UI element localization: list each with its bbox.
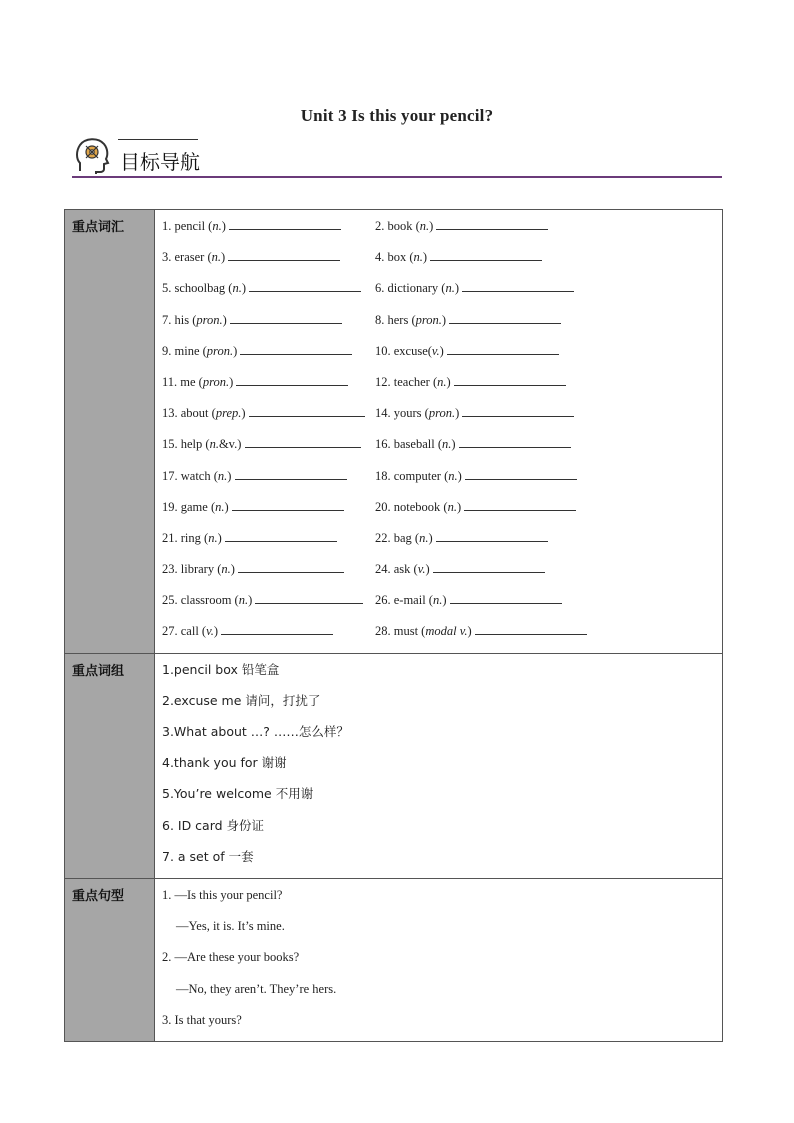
answer-blank [475,621,587,635]
phrases-row [65,653,723,878]
sentences-label: 重点句型 [65,878,155,1041]
vocab-pos-end: ) [224,499,229,514]
vocab-pos-end: ) [457,468,462,483]
vocab-pos-end: ) [428,530,433,545]
answer-blank [436,528,548,542]
vocab-item [162,214,375,238]
vocab-pos: pron. [202,374,230,389]
answer-blank [255,590,363,604]
vocab-pos: pron. [206,343,234,358]
vocab-pos: n. [447,499,457,514]
vocab-line [162,557,722,588]
vocab-pos: v. [431,343,440,358]
vocab-pos: n. [215,499,225,514]
page-title: Unit 3 Is this your pencil? [300,106,494,125]
vocab-item [162,308,375,332]
vocab-pos: n. [212,219,222,233]
vocab-pos: n. [217,468,228,483]
vocab-pos-end: ) [229,374,234,389]
vocab-pos: pron. [415,312,442,327]
vocab-pos: pron. [196,312,223,327]
vocab-item [162,588,375,612]
vocab-item [375,313,561,327]
vocab-item [162,495,375,519]
vocab-pos: n. [232,281,242,296]
vocab-item [375,500,576,514]
vocab-word: 10. excuse( [375,343,432,358]
vocab-item [375,219,548,233]
sentence-item: 2. —Are these your books? [162,950,300,965]
vocab-pos: n. [209,437,219,452]
vocab-line [162,245,722,276]
vocab-pos: pron. [428,406,456,421]
vocab-line [162,370,722,401]
vocab-item [162,339,375,363]
phrase-item: 1.pencil box 铅笔盒 [162,661,280,677]
answer-blank [249,403,365,417]
vocab-pos-end: ) [217,530,222,545]
phrases-content [155,653,723,878]
vocab-item [162,619,375,643]
vocab-item [162,526,375,550]
answer-blank [225,528,337,542]
vocab-word: 25. classroom ( [162,593,239,608]
vocab-pos: n. [445,281,455,296]
vocab-item [375,375,566,389]
vocab-pos-end: ) [439,343,444,358]
vocab-pos: n. [208,530,218,545]
vocab-line [162,495,722,526]
vocab-word: 15. help ( [162,437,210,452]
vocab-item [375,531,548,545]
vocab-pos-end: ) [441,312,447,327]
vocab-word: 3. eraser ( [162,250,212,265]
vocab-pos: prep. [215,406,242,421]
vocab-item [162,276,375,300]
vocab-pos: n. [211,250,221,265]
answer-blank [436,216,548,230]
vocab-item [162,245,375,269]
vocab-pos: modal v. [425,624,468,639]
phrase-item: 4.thank you for 谢谢 [162,755,287,771]
vocab-line [162,401,722,432]
vocab-pos-end: ) [442,593,447,608]
vocab-pos: n. [419,530,429,545]
answer-blank [245,434,361,448]
vocab-pos-end: ) [221,219,226,233]
vocab-pos-end: ) [230,562,235,577]
answer-blank [462,403,574,417]
sentences-row [65,878,723,1041]
vocab-word: 22. bag ( [375,530,420,545]
vocab-pos-end: ) [241,281,247,296]
answer-blank [229,216,341,230]
vocab-word: 11. me ( [162,374,203,389]
vocab-word: 18. computer ( [375,468,449,483]
vocab-pos-end: ) [422,250,428,265]
vocab-pos-end: ) [241,406,246,421]
vocab-word: 7. his ( [162,312,197,327]
vocab-word: 17. watch ( [162,468,218,483]
vocab-word: 1. pencil ( [162,219,213,233]
vocab-item [375,437,571,451]
vocab-word: 28. must ( [375,624,426,639]
vocab-pos-end: ) [222,312,227,327]
heading-rule [72,176,722,178]
sentence-item: —No, they aren’t. They’re hers. [176,981,337,996]
vocab-line [162,432,722,463]
vocab-item [375,469,577,483]
vocab-pos: n. [419,219,430,233]
vocab-word: 19. game ( [162,499,216,514]
answer-blank [447,341,559,355]
vocab-pos-end: ) [446,374,451,389]
vocab-pos: n. [238,593,249,608]
answer-blank [462,278,574,292]
vocab-word: 5. schoolbag ( [162,281,233,296]
vocab-item [162,401,375,425]
answer-blank [450,590,562,604]
vocab-pos-end: ) [233,343,238,358]
vocab-word: 12. teacher ( [375,374,438,389]
vocab-pos-end: ) [213,624,219,639]
answer-blank [221,621,333,635]
vocab-pos-end: ) [451,437,456,452]
vocab-pos-end: ) [454,281,460,296]
vocab-pos-end: ) [221,250,226,265]
vocab-item [162,432,375,456]
vocab-word: 26. e-mail ( [375,593,433,608]
answer-blank [454,372,566,386]
answer-blank [464,497,576,511]
vocab-pos-end: ) [467,624,472,639]
vocab-pos: v. [417,562,426,577]
vocab-item [375,281,574,295]
answer-blank [232,497,344,511]
vocab-content [155,210,723,654]
phrase-item: 3.What about …? ……怎么样？ [162,724,349,739]
vocab-pos: v. [206,624,214,639]
vocab-word: 9. mine ( [162,343,207,358]
answer-blank [240,341,352,355]
vocab-item [375,624,587,638]
section-header [72,133,722,179]
phrase-item: 6. ID card 身份证 [162,817,265,833]
vocab-pos-end: ) [425,562,430,577]
phrase-item: 7. a set of 一套 [162,848,254,864]
vocab-pos-end: ) [248,593,253,608]
answer-blank [228,247,340,261]
vocab-word: 20. notebook ( [375,499,448,514]
answer-blank [430,247,542,261]
answer-blank [465,466,577,480]
vocab-word: 23. library ( [162,562,222,577]
vocab-pos: n. [432,593,443,608]
sentences-content [155,878,723,1041]
phrases-label: 重点词组 [65,653,155,878]
vocab-pos: n. [221,562,231,577]
phrase-item: 2.excuse me 请问，打扰了 [162,692,321,708]
vocab-word: 14. yours ( [375,406,429,421]
vocab-item [162,370,375,394]
sentence-item: 3. Is that yours? [162,1012,242,1027]
vocab-pos-end: &v.) [218,437,242,452]
vocab-item [375,344,559,358]
answer-blank [238,559,344,573]
answer-blank [459,434,571,448]
vocab-word: 21. ring ( [162,530,209,545]
vocab-pos: n. [442,437,452,452]
vocab-pos-end: ) [456,499,462,514]
vocab-row [65,210,723,654]
phrase-item: 5.You’re welcome 不用谢 [162,786,314,802]
vocab-line [162,276,722,307]
sentence-item: —Yes, it is. It’s mine. [176,919,285,934]
vocab-line [162,308,722,339]
answer-blank [235,466,347,480]
vocab-line [162,464,722,495]
vocab-item [375,406,574,420]
vocab-item [375,250,542,264]
vocab-word: 4. box ( [375,250,414,265]
vocab-pos: n. [413,250,423,265]
vocab-line [162,214,722,245]
answer-blank [249,278,361,292]
heading-overline [118,139,198,140]
vocab-pos: n. [437,374,447,389]
vocab-word: 27. call ( [162,624,207,639]
vocab-item [375,593,562,607]
vocab-line [162,526,722,557]
vocab-pos: n. [448,468,458,483]
study-table [64,209,723,1042]
sentence-item: 1. —Is this your pencil? [162,887,283,902]
vocab-word: 6. dictionary ( [375,281,446,296]
vocab-word: 8. hers ( [375,312,416,327]
vocab-item [375,562,545,576]
vocab-pos-end: ) [429,219,434,233]
answer-blank [230,310,342,324]
vocab-pos-end: ) [455,406,460,421]
vocab-item [162,464,375,488]
vocab-pos-end: ) [227,468,232,483]
head-gear-icon [74,135,110,175]
vocab-word: 2. book ( [375,219,420,233]
vocab-word: 16. baseball ( [375,437,442,452]
vocab-word: 13. about ( [162,406,216,421]
section-heading: 目标导航 [120,150,200,174]
vocab-line [162,339,722,370]
vocab-line [162,619,722,650]
vocab-line [162,588,722,619]
answer-blank [449,310,561,324]
vocab-word: 24. ask ( [375,562,418,577]
vocab-item [162,557,375,581]
answer-blank [236,372,348,386]
vocab-label: 重点词汇 [65,210,155,654]
answer-blank [433,559,545,573]
